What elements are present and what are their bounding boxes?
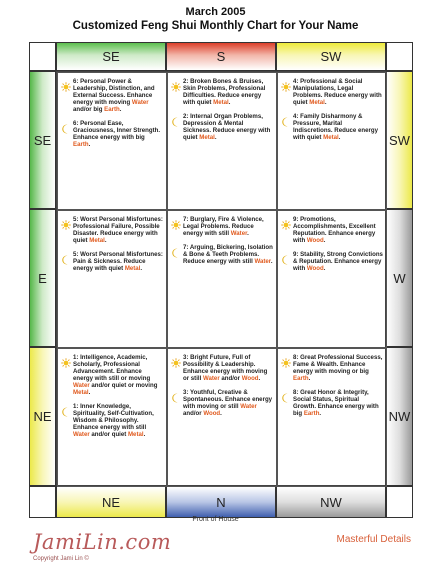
cell-entry — [171, 216, 273, 237]
entry-text — [293, 354, 383, 382]
corner-bottom-right — [386, 486, 413, 518]
entry-text-part: 5: Worst Personal Misfortunes: Pain & Sickness. Reduce energy with quiet — [73, 251, 163, 272]
entry-text — [73, 216, 163, 244]
entry-text-part: 7: Burglary, Fire & Violence, Legal Problems. Reduce energy with still — [183, 216, 264, 237]
band-right-sw-label: SW — [389, 132, 410, 148]
entry-text-part: . — [258, 375, 261, 382]
element-name: Water — [240, 403, 257, 410]
element-name: Metal — [89, 237, 105, 244]
cell-entry — [61, 251, 163, 272]
moon-icon — [281, 114, 291, 124]
entry-text-part: 4: Professional & Social Manipulations, Legal Problems. Reduce energy with quiet — [293, 78, 382, 106]
cell-s — [167, 72, 277, 210]
element-name: Earth — [303, 410, 320, 417]
element-name: Metal — [73, 389, 89, 396]
entry-text-part: . — [270, 258, 273, 265]
sun-icon — [61, 79, 71, 89]
sun-icon — [281, 355, 291, 365]
entry-text — [293, 216, 383, 244]
moon-icon — [281, 390, 291, 400]
corner-top-left — [29, 42, 56, 71]
masterful-details-brand: Masterful Details — [336, 534, 411, 545]
cell-entry — [61, 354, 163, 396]
cell-nw — [277, 348, 387, 487]
entry-text-part: 4: Family Disharmony & Pressure, Marital Indiscretions. Reduce energy with quiet — [293, 113, 379, 141]
entry-text — [183, 354, 273, 382]
band-left-ne — [29, 347, 56, 486]
jamilin-logo: JamiLin.com — [33, 530, 172, 554]
entry-text-part: . — [143, 431, 146, 438]
element-name: Water — [254, 258, 271, 265]
entry-text-part: . — [308, 375, 311, 382]
moon-icon — [171, 245, 181, 255]
band-top-sw-label: SW — [320, 49, 342, 64]
entry-text-part: 2: Internal Organ Problems, Depression & Mental Sickness. Reduce energy with quiet — [183, 113, 271, 141]
entry-text-part: 9: Stability, Strong Convictions & Reputation. Enhance energy with — [293, 251, 383, 272]
cell-w — [277, 210, 387, 348]
sun-icon — [171, 217, 181, 227]
entry-text-part: . — [323, 237, 326, 244]
entry-text-part: . — [119, 106, 122, 113]
cell-se — [57, 72, 167, 210]
entry-text-part: 3: Youthful, Creative & Spontaneous. Enhance energy with moving or still — [183, 389, 273, 410]
entry-text-part: . — [247, 230, 249, 237]
band-right-sw — [386, 71, 413, 209]
cell-center — [167, 210, 277, 348]
entry-text-part: 1: Intelligence, Academic, Scholarly, Professional Advancement. Enhance energy with still or moving — [73, 354, 151, 382]
entry-text-part: 5: Worst Personal Misfortunes: Professional Failure, Possible Disaster. Reduce energy with quiet — [73, 216, 163, 244]
element-name: Water — [73, 431, 90, 438]
cell-entry — [281, 354, 383, 382]
corner-top-right — [386, 42, 413, 71]
cell-ne — [57, 348, 167, 487]
moon-icon — [171, 390, 181, 400]
element-name: Metal — [213, 99, 229, 106]
entry-text-part: . — [338, 134, 341, 141]
entry-text-part: 6: Personal Power & Leadership, Distinction, and External Success. Enhance energy with moving — [73, 78, 155, 106]
cell-entry — [171, 78, 273, 106]
element-name: Wood — [203, 410, 221, 417]
band-left-se — [29, 71, 56, 209]
chart-grid — [56, 71, 386, 486]
element-name: Earth — [293, 375, 309, 382]
entry-text-part: 7: Arguing, Bickering, Isolation & Bone & Teeth Problems. Reduce energy with still — [183, 244, 273, 265]
entry-text-part: and/or — [183, 410, 204, 417]
sun-icon — [61, 355, 71, 365]
cell-entry — [171, 113, 273, 141]
entry-text — [293, 389, 383, 417]
entry-text-part: and/or quiet or moving — [89, 382, 158, 389]
entry-text-part: . — [220, 410, 222, 417]
entry-text-part: 6: Personal Ease, Graciousness, Inner Strength. Enhance energy with big — [73, 120, 161, 141]
cell-e — [57, 210, 167, 348]
chart-month: March 2005 — [185, 6, 246, 18]
entry-text-part: and/or quiet — [89, 431, 128, 438]
element-name: Earth — [73, 141, 89, 148]
element-name: Metal — [124, 265, 141, 272]
entry-text-part: 3: Bright Future, Full of Possibility & Leadership. Enhance energy with moving or still — [183, 354, 268, 382]
entry-text — [183, 389, 273, 417]
cell-entry — [171, 389, 273, 417]
entry-text-part: . — [88, 389, 91, 396]
moon-icon — [61, 252, 71, 262]
entry-text — [73, 251, 163, 272]
band-left-se-label: SE — [33, 132, 52, 148]
entry-text — [183, 216, 273, 237]
band-right-nw — [386, 347, 413, 486]
cell-entry — [61, 78, 163, 113]
entry-text-part: . — [324, 99, 327, 106]
cell-entry — [171, 244, 273, 265]
entry-text-part: 8: Great Honor & Integrity, Social Status, Spiritual Growth. Enhance energy with big — [293, 389, 379, 417]
cell-entry — [61, 120, 163, 148]
moon-icon — [171, 114, 181, 124]
sun-icon — [281, 79, 291, 89]
sun-icon — [281, 217, 291, 227]
entry-text-part: . — [88, 141, 91, 148]
cell-entry — [281, 78, 383, 106]
entry-text-part: 8: Great Professional Success, Fame & Wealth. Enhance energy with moving or big — [293, 354, 383, 375]
band-left-e — [29, 209, 56, 347]
band-bottom-ne-label: NE — [101, 494, 121, 510]
moon-icon — [61, 404, 71, 414]
entry-text — [73, 120, 163, 148]
entry-text — [183, 78, 273, 106]
band-bottom-ne — [56, 486, 166, 518]
sun-icon — [61, 217, 71, 227]
entry-text-part: . — [323, 265, 326, 272]
entry-text-part: . — [104, 237, 107, 244]
chart-title: Customized Feng Shui Monthly Chart for Your Name — [72, 20, 359, 32]
element-name: Wood — [241, 375, 259, 382]
element-name: Wood — [306, 265, 324, 272]
entry-text-part: . — [319, 410, 322, 417]
front-of-house-label: Front of House — [192, 516, 239, 523]
band-right-nw-label: NW — [388, 409, 411, 424]
cell-sw — [277, 72, 387, 210]
cell-entry — [171, 354, 273, 382]
entry-text-part: 1: Inner Knowledge, Spirituality, Self-Cultivation, Wisdom & Philosophy. Enhance energy with still — [73, 403, 154, 431]
moon-icon — [281, 252, 291, 262]
entry-text-part: . — [228, 99, 231, 106]
entry-text-part: . — [214, 134, 217, 141]
element-name: Water — [73, 382, 90, 389]
band-left-e-label: E — [38, 270, 47, 286]
entry-text-part: 2: Broken Bones & Bruises, Skin Problems, Professional Difficulties. Reduce energy with quiet — [183, 78, 266, 106]
cell-entry — [61, 403, 163, 438]
entry-text — [293, 251, 383, 272]
band-right-w — [386, 209, 413, 347]
entry-text-part: . — [140, 265, 143, 272]
cell-entry — [281, 251, 383, 272]
band-bottom-n — [166, 486, 276, 518]
band-bottom-nw — [276, 486, 386, 518]
cell-entry — [281, 216, 383, 244]
cell-entry — [281, 113, 383, 141]
element-name: Water — [230, 230, 248, 237]
sun-icon — [171, 79, 181, 89]
band-top-sw — [276, 42, 386, 71]
entry-text — [73, 403, 163, 438]
entry-text — [73, 354, 163, 396]
band-top-se — [56, 42, 166, 71]
element-name: Metal — [127, 431, 144, 438]
element-name: Earth — [104, 106, 120, 113]
entry-text — [293, 78, 383, 106]
entry-text — [293, 113, 383, 141]
element-name: Metal — [309, 99, 325, 106]
entry-text — [73, 78, 163, 113]
element-name: Metal — [323, 134, 339, 141]
entry-text-part: 9: Promotions, Accomplishments, Excellent Reputation. Enhance energy with — [293, 216, 376, 244]
copyright-text: Copyright Jami Lin © — [33, 556, 89, 562]
band-top-s — [166, 42, 276, 71]
moon-icon — [61, 121, 71, 131]
sun-icon — [171, 355, 181, 365]
entry-text — [183, 113, 273, 141]
entry-text — [183, 244, 273, 265]
element-name: Water — [202, 375, 220, 382]
band-bottom-n-label: N — [216, 494, 226, 510]
element-name: Metal — [199, 134, 215, 141]
cell-n — [167, 348, 277, 487]
element-name: Water — [131, 99, 149, 106]
band-top-se-label: SE — [102, 49, 120, 64]
band-bottom-nw-label: NW — [320, 494, 342, 510]
entry-text-part: and/or — [219, 375, 242, 382]
cell-entry — [281, 389, 383, 417]
entry-text-part: and/or big — [73, 106, 105, 113]
band-top-s-label: S — [216, 49, 226, 64]
cell-entry — [61, 216, 163, 244]
band-right-w-label: W — [393, 270, 406, 286]
band-left-ne-label: NE — [33, 409, 52, 424]
corner-bottom-left — [29, 486, 56, 518]
element-name: Wood — [306, 237, 324, 244]
